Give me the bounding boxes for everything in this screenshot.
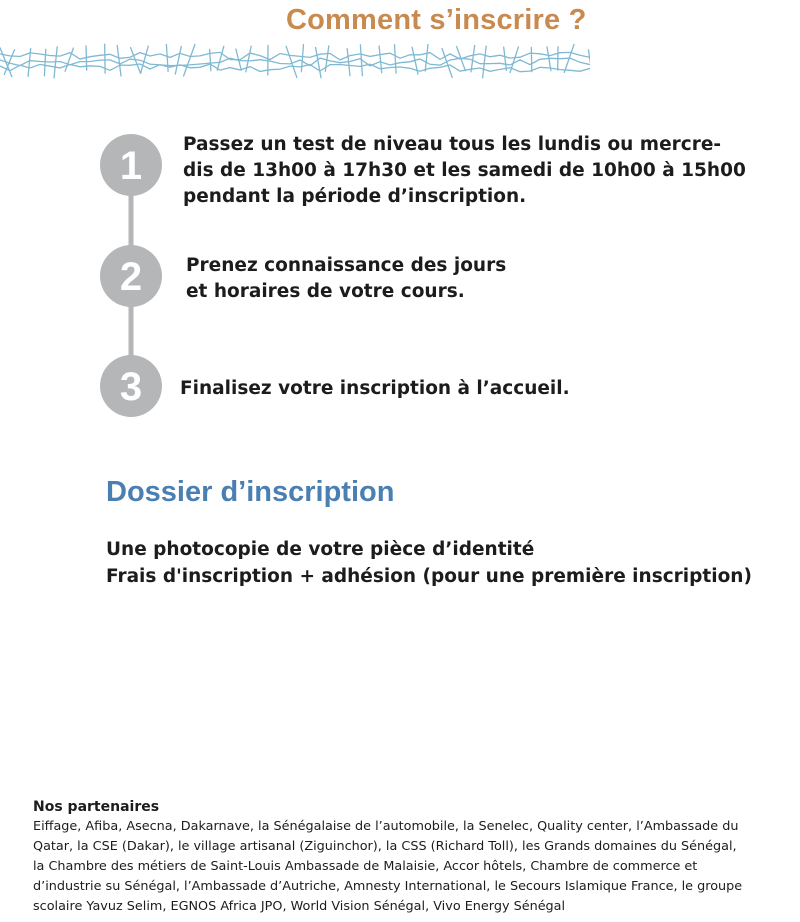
partners-title: Nos partenaires bbox=[33, 799, 160, 815]
partners-line: Qatar, la CSE (Dakar), le village artisanal (Ziguinchor), la CSS (Richard Toll), les Grands domaines du Sénégal, bbox=[33, 839, 737, 854]
step-1-line: Passez un test de niveau tous les lundis ou mercre- bbox=[183, 134, 722, 155]
partners-line: scolaire Yavuz Selim, EGNOS Africa JPO, World Vision Sénégal, Vivo Energy Sénégal bbox=[33, 899, 566, 914]
steps-timeline bbox=[0, 0, 800, 430]
partners-line: la Chambre des métiers de Saint-Louis Ambassade de Malaisie, Accor hôtels, Chambre de commerce et bbox=[33, 859, 698, 874]
partners-section bbox=[33, 797, 783, 917]
partners-line: d’industrie su Sénégal, l’Ambassade d’Autriche, Amnesty International, le Secours Islamique France, le groupe bbox=[33, 879, 743, 894]
step-number-2: 2 bbox=[119, 255, 143, 299]
page-title: Comment s’inscrire ? bbox=[286, 4, 587, 36]
step-number-1: 1 bbox=[119, 144, 143, 188]
step-2-line: Prenez connaissance des jours bbox=[186, 255, 507, 276]
step-marker-1 bbox=[100, 134, 162, 196]
step-3-text bbox=[180, 376, 570, 402]
step-1-line: dis de 13h00 à 17h30 et les samedi de 10h00 à 15h00 bbox=[183, 160, 746, 181]
dossier-item: Une photocopie de votre pièce d’identité bbox=[106, 539, 535, 560]
dossier-item: Frais d'inscription + adhésion (pour une première inscription) bbox=[106, 566, 752, 587]
step-3-line: Finalisez votre inscription à l’accueil. bbox=[180, 378, 570, 399]
step-number-3: 3 bbox=[119, 365, 143, 409]
step-2-line: et horaires de votre cours. bbox=[186, 281, 465, 302]
partners-line: Eiffage, Afiba, Asecna, Dakarnave, la Sénégalaise de l’automobile, la Senelec, Quality center, l’Ambassade du bbox=[33, 819, 739, 834]
step-1-line: pendant la période d’inscription. bbox=[183, 186, 527, 207]
step-marker-3 bbox=[100, 355, 162, 417]
dossier-title: Dossier d’inscription bbox=[106, 476, 395, 508]
dossier-list bbox=[106, 536, 752, 590]
step-2-text bbox=[186, 253, 506, 305]
step-marker-2 bbox=[100, 245, 162, 307]
step-1-text bbox=[183, 132, 746, 210]
